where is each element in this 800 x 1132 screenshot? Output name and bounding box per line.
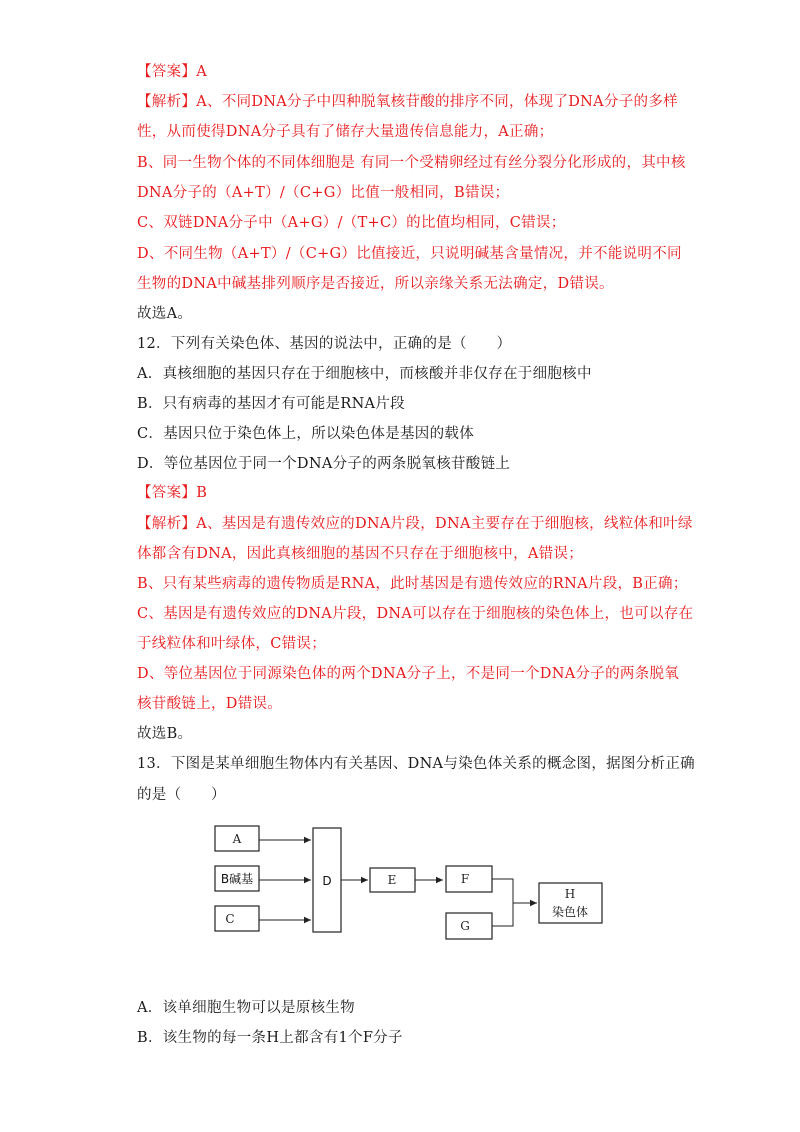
q12-analysis-line-2: 体都含有DNA，因此真核细胞的基因不只存在于细胞核中，A错误； [137, 546, 584, 562]
q12-analysis-line-7: 核苷酸链上，D错误。 [137, 696, 283, 712]
q13-stem-line-2: 的是（ ） [137, 787, 226, 803]
q12-analysis-line-5: 于线粒体和叶绿体，C错误； [137, 636, 326, 652]
box-h-label-1: H [564, 887, 576, 901]
q11-analysis-line-3: B、同一生物个体的不同体细胞是 有同一个受精卵经过有丝分裂分化形成的，其中核 [137, 155, 686, 171]
q12-analysis-line-6: D、等位基因位于同源染色体的两个DNA分子上，不是同一个DNA分子的两条脱氧 [137, 666, 680, 682]
concept-diagram [205, 820, 625, 945]
bracket-f-g [492, 879, 513, 926]
q12-answer: 【答案】B [137, 485, 208, 501]
box-b-label: B碱基 [220, 872, 254, 886]
q11-analysis-line-6: D、不同生物（A+T）/（C+G）比值接近，只说明碱基含量情况，并不能说明不同 [137, 246, 682, 262]
q11-conclusion: 故选A。 [137, 306, 193, 322]
q11-analysis-line-2: 性，从而使得DNA分子具有了储存大量遗传信息能力，A正确； [137, 124, 554, 140]
q12-analysis-line-4: C、基因是有遗传效应的DNA片段，DNA可以存在于细胞核的染色体上，也可以存在 [137, 606, 694, 622]
q12-option-b: B．只有病毒的基因才有可能是RNA片段 [137, 396, 405, 412]
q11-analysis-line-7: 生物的DNA中碱基排列顺序是否接近，所以亲缘关系无法确定，D错误。 [137, 276, 614, 292]
q11-analysis-line-4: DNA分子的（A+T）/（C+G）比值一般相同，B错误； [137, 185, 510, 201]
box-a-label: A [232, 832, 242, 846]
box-g-label: G [460, 919, 470, 933]
box-d-label: D [322, 874, 332, 888]
box-f-label: F [460, 872, 470, 886]
q12-analysis-line-3: B、只有某些病毒的遗传物质是RNA，此时基因是有遗传效应的RNA片段，B正确； [137, 576, 688, 592]
q13-option-b: B．该生物的每一条H上都含有1个F分子 [137, 1030, 403, 1046]
box-h-label-2: 染色体 [551, 905, 589, 919]
q12-option-c: C．基因只位于染色体上，所以染色体是基因的载体 [137, 426, 474, 442]
q12-option-d: D．等位基因位于同一个DNA分子的两条脱氧核苷酸链上 [137, 456, 511, 472]
q12-conclusion: 故选B。 [137, 726, 193, 742]
q11-answer: 【答案】A [137, 64, 207, 80]
q13-stem-line-1: 13．下图是某单细胞生物体内有关基因、DNA与染色体关系的概念图，据图分析正确 [137, 756, 695, 772]
q12-option-a: A．真核细胞的基因只存在于细胞核中，而核酸并非仅存在于细胞核中 [137, 366, 592, 382]
q12-analysis-line-1: 【解析】A、基因是有遗传效应的DNA片段，DNA主要存在于细胞核，线粒体和叶绿 [137, 516, 693, 532]
q11-analysis-line-5: C、双链DNA分子中（A+G）/（T+C）的比值均相同，C错误； [137, 215, 566, 231]
box-c [215, 906, 259, 931]
box-c-label: C [225, 912, 235, 926]
box-e-label: E [387, 873, 397, 887]
q11-analysis-line-1: 【解析】A、不同DNA分子中四种脱氧核苷酸的排序不同，体现了DNA分子的多样 [137, 94, 678, 110]
q13-option-a: A．该单细胞生物可以是原核生物 [137, 1000, 355, 1016]
q12-stem: 12．下列有关染色体、基因的说法中，正确的是（ ） [137, 336, 512, 352]
